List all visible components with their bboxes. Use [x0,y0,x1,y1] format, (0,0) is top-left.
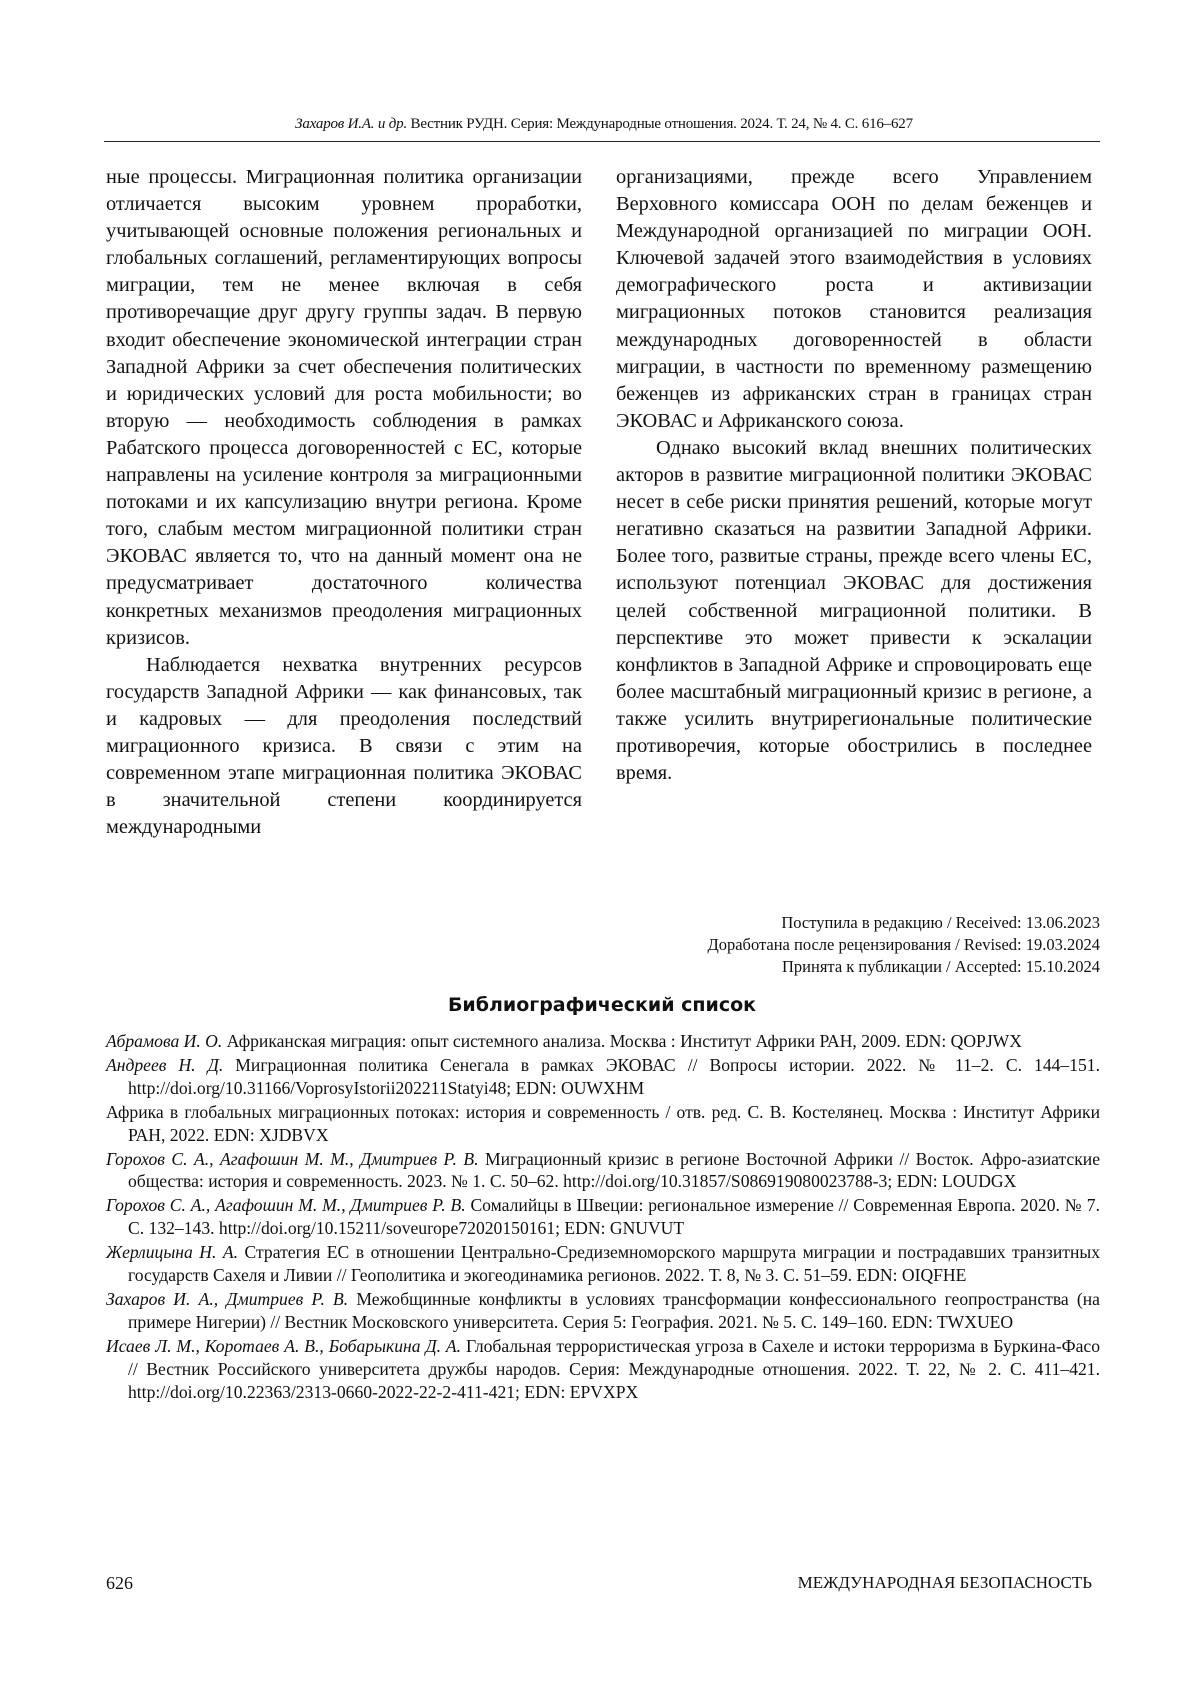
paragraph: Наблюдается нехватка внутренних ресурсов государств Западной Африки — как финансовых, так и кадровых — для преодоления последствий миграционного кризиса. В связи с этим на современном этапе миграционная политика ЭКОВАС в значительной степени координируется международными [106,653,582,839]
reference-authors: Захаров И. А., Дмитриев Р. В. [106,1288,349,1309]
reference-item [106,1194,1100,1240]
date-received: Поступила в редакцию / Received: 13.06.2023 [781,913,1100,932]
reference-list [106,1030,1100,1405]
reference-text: Межобщинные конфликты в условиях трансформации конфессионального геопространства (на примере Нигерии) // Вестник Московского университета. Серия 5: География. 2021. № 5. С. 149–160. EDN: TWXUEO [128,1288,1100,1332]
reference-authors: Горохов С. А., Агафошин М. М., Дмитриев Р. В. [106,1195,466,1216]
reference-text: Африка в глобальных миграционных потоках: история и современность / отв. ред. С. В. Костелянец. Москва : Институт Африки РАН, 2022. EDN: XJDBVX [106,1101,1100,1145]
running-header [104,116,1104,133]
reference-authors: Абрамова И. О. [106,1031,223,1051]
reference-item [106,1030,1100,1053]
reference-item [106,1148,1100,1194]
page-number: 626 [106,1573,133,1593]
paragraph: организациями, прежде всего Управлением Верховного комиссара ООН по делам беженцев и Международной организацией по миграции ООН. Ключевой задачей этого взаимодействия в условиях демографического роста и активизации миграционных потоков становится реализация международных договоренностей в области миграции, в частности по временному размещению беженцев из африканских стран в границах стран ЭКОВАС и Африканского союза. [616,166,1092,432]
bibliography-title: Библиографический список [447,994,757,1016]
date-revised: Доработана после рецензирования / Revised: 19.03.2024 [707,935,1100,954]
reference-authors: Горохов С. А., Агафошин М. М., Дмитриев Р. В. [106,1148,479,1169]
reference-text: Африканская миграция: опыт системного анализа. Москва : Институт Африки РАН, 2009. EDN: QOPJWX [222,1031,1022,1051]
reference-authors: Жерлицына Н. А. [106,1242,239,1263]
submission-dates [560,912,1100,978]
date-accepted: Принята к публикации / Accepted: 15.10.2024 [782,957,1100,976]
left-column [106,164,582,841]
header-rule [104,141,1100,142]
reference-item [106,1241,1100,1287]
header-authors: Захаров И.А. и др. [295,116,407,132]
reference-authors: Андреев Н. Д. [106,1054,224,1075]
reference-text: Стратегия ЕС в отношении Центрально-Средиземноморского маршрута миграции и пострадавших транзитных государств Сахеля и Ливии // Геополитика и экогеодинамика регионов. 2022. Т. 8, № 3. С. 51–59. EDN: OIQFHE [128,1242,1100,1286]
reference-item [106,1101,1100,1147]
paragraph: Однако высокий вклад внешних политических акторов в развитие миграционной политики ЭКОВАС несет в себе риски принятия решений, которые могут негативно сказаться на развитии Западной Африки. Более того, развитые страны, прежде всего члены ЕС, используют потенциал ЭКОВАС для достижения целей собственной миграционной политики. В перспективе это может привести к эскалации конфликтов в Западной Африке и спровоцировать еще более масштабный миграционный кризис в регионе, а также усилить внутрирегиональные политические противоречия, которые обострились в последнее время. [616,436,1092,785]
footer-section-title: МЕЖДУНАРОДНАЯ БЕЗОПАСНОСТЬ [797,1573,1092,1592]
reference-text: Миграционная политика Сенегала в рамках ЭКОВАС // Вопросы истории. 2022. № 11–2. С. 144–151. http://doi.org/10.31166/VoprosyIstorii202211Statyi48; EDN: OUWXHM [128,1054,1100,1098]
right-column [616,164,1092,787]
header-citation: Вестник РУДН. Серия: Международные отношения. 2024. Т. 24, № 4. С. 616–627 [407,116,913,132]
paragraph: ные процессы. Миграционная политика организации отличается высоким уровнем проработки, учитывающей основные положения региональных и глобальных соглашений, регламентирующих вопросы миграции, тем не менее включая в себя противоречащие друг другу группы задач. В первую входит обеспечение экономической интеграции стран Западной Африки за счет обеспечения политических и юридических условий для роста мобильности; во вторую — необходимость соблюдения в рамках Рабатского процесса договоренностей с ЕС, которые направлены на усиление контроля за миграционными потоками и их капсулизацию внутри региона. Кроме того, слабым местом миграционной политики стран ЭКОВАС является то, что на данный момент она не предусматривает достаточного количества конкретных механизмов преодоления миграционных кризисов. [106,166,582,649]
reference-authors: Исаев Л. М., Коротаев А. В., Бобарыкина Д. А. [106,1335,462,1356]
reference-item [106,1288,1100,1334]
reference-text: Сомалийцы в Швеции: региональное измерение // Современная Европа. 2020. № 7. С. 132–143. http://doi.org/10.15211/soveurope72020150161; EDN: GNUVUT [128,1195,1100,1239]
reference-text: Миграционный кризис в регионе Восточной Африки // Восток. Афро-азиатские общества: история и современность. 2023. № 1. С. 50–62. http://doi.org/10.31857/S086919080023788-3; EDN: LOUDGX [128,1148,1101,1192]
reference-item [106,1335,1100,1404]
reference-text: Глобальная террористическая угроза в Сахеле и истоки терроризма в Буркина-Фасо // Вестник Российского университета дружбы народов. Серия: Международные отношения. 2022. Т. 22, № 2. С. 411–421. http://doi.org/10.22363/2313-0660-2022-22-2-411-421; EDN: EPVXPX [128,1335,1100,1402]
reference-item [106,1054,1100,1100]
